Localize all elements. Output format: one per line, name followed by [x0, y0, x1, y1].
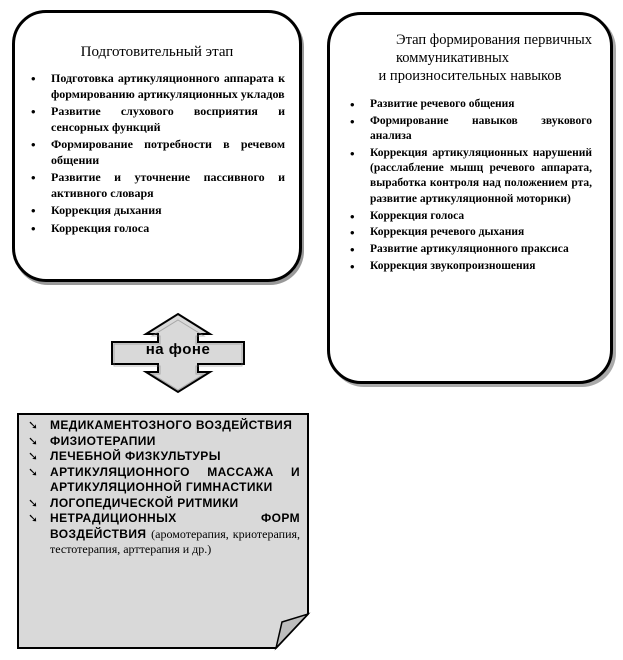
bullet-icon: • — [350, 242, 355, 258]
arrow-label: на фоне — [145, 341, 211, 358]
background-methods-list — [26, 418, 300, 558]
bullet-icon: • — [350, 113, 355, 129]
list-item: • Коррекция звукопроизношения — [350, 258, 536, 274]
arrow-down-right-icon: ➘ — [28, 511, 39, 525]
bullet-icon: • — [31, 220, 36, 236]
list-item: • Подготовка артикуляционного аппарата к формированию артикуляционных укладов — [31, 71, 285, 101]
bullet-icon: • — [31, 203, 36, 218]
formation-stage-box — [327, 12, 613, 384]
bullet-icon: • — [31, 71, 36, 86]
background-methods — [26, 418, 300, 558]
preparatory-stage-list — [29, 71, 285, 236]
arrow-down-right-icon: ➘ — [28, 495, 39, 510]
list-item: ➘ АРТИКУЛЯЦИОННОГО МАССАЖА И АРТИКУЛЯЦИОННОЙ ГИМНАСТИКИ — [28, 464, 300, 494]
bullet-icon: • — [350, 225, 355, 241]
list-item: ➘ НЕТРАДИЦИОННЫХ ФОРМ ВОЗДЕЙСТВИЯ (аромотерапия, криотерапия, тестотерапия, арттерапия и др.) — [28, 511, 301, 556]
bullet-icon: • — [350, 145, 355, 161]
list-item: • Развитие речевого общения — [350, 97, 515, 112]
preparatory-stage-title: Подготовительный этап — [80, 44, 234, 60]
bullet-icon: • — [31, 170, 36, 185]
methods-note: (аромотерапия, криотерапия, тестотерапия, арттерапия и др.) — [50, 526, 301, 556]
list-item: • Коррекция дыхания — [31, 203, 162, 218]
list-item: • Коррекция голоса — [31, 220, 150, 236]
list-item: • Развитие слухового восприятия и сенсорных функций — [31, 104, 285, 134]
list-item: • Коррекция речевого дыхания — [350, 225, 525, 241]
list-item: • Формирование навыков звукового анализа — [350, 113, 592, 143]
formation-stage-title-line1: Этап формирования первичных коммуникативных — [396, 32, 592, 66]
list-item: • Формирование потребности в речевом общении — [31, 137, 285, 167]
list-item: • Коррекция голоса — [350, 208, 465, 224]
bullet-icon: • — [350, 208, 355, 224]
arrow-down-right-icon: ➘ — [28, 464, 39, 479]
formation-stage-list — [348, 97, 592, 274]
bullet-icon: • — [350, 258, 355, 274]
list-item: • Развитие и уточнение пассивного и активного словаря — [31, 170, 285, 200]
bullet-icon: • — [350, 97, 355, 112]
list-item: ➘ МЕДИКАМЕНТОЗНОГО ВОЗДЕЙСТВИЯ — [28, 418, 293, 432]
bullet-icon: • — [31, 137, 36, 152]
preparatory-stage-box — [12, 10, 302, 282]
formation-stage-title-line2: и произносительных навыков — [378, 68, 562, 84]
list-item: ➘ ЛОГОПЕДИЧЕСКОЙ РИТМИКИ — [28, 495, 239, 510]
list-item: ➘ ФИЗИОТЕРАПИИ — [28, 433, 156, 448]
arrow-down-right-icon: ➘ — [28, 433, 39, 448]
arrow-down-right-icon: ➘ — [28, 418, 39, 432]
list-item: ➘ ЛЕЧЕБНОЙ ФИЗКУЛЬТУРЫ — [28, 449, 221, 463]
list-item: • Коррекция артикуляционных нарушений (расслабление мышц речевого аппарата, выработка контроля над положением рта, развитие артикуляционной моторики) — [350, 145, 592, 205]
arrow-down-right-icon: ➘ — [28, 449, 39, 463]
formation-stage-title — [348, 31, 592, 85]
bullet-icon: • — [31, 104, 36, 119]
list-item: • Развитие артикуляционного праксиса — [350, 242, 569, 258]
